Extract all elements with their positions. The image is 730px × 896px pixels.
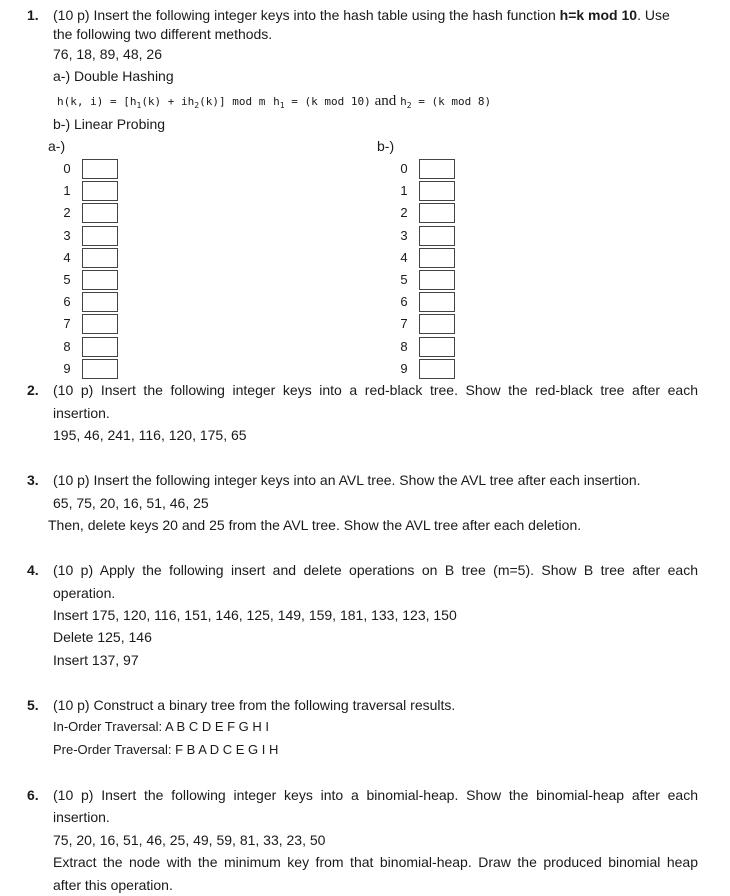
table-a-slot: [82, 226, 118, 246]
table-b-index: 0: [400, 161, 408, 176]
table-b-index: 3: [400, 227, 408, 243]
q6-number: 6.: [27, 787, 39, 803]
q2-line1: (10 p) Insert the following integer keys into a red-black tree. Show the red-black tree after each: [53, 382, 698, 398]
q5-number: 5.: [27, 697, 39, 713]
formula-mid: (k) + ih: [141, 95, 195, 108]
table-b-slot: [419, 359, 455, 379]
table-b-slot: [419, 226, 455, 246]
table-a-index: 1: [63, 183, 71, 199]
table-a-slot: [82, 337, 118, 357]
table-b-slot: [419, 159, 455, 179]
q1-line1: [53, 7, 670, 23]
q1-number: 1.: [27, 7, 39, 23]
table-b-slot: [419, 181, 455, 201]
table-b-slot: [419, 270, 455, 290]
q6-keys: 75, 20, 16, 51, 46, 25, 49, 59, 81, 33, 23, 50: [53, 832, 326, 848]
q1-method-b: b-) Linear Probing: [53, 116, 166, 132]
table-a-slot: [82, 248, 118, 268]
q1-method-a: a-) Double Hashing: [53, 68, 174, 84]
q5-line1: (10 p) Construct a binary tree from the following traversal results.: [53, 697, 456, 713]
q1-hash-function: h=k mod 10: [559, 7, 638, 23]
q4-line1: (10 p) Apply the following insert and delete operations on B tree (m=5). Show B tree after each: [53, 562, 698, 578]
table-b-index: 6: [400, 294, 408, 310]
table-a-index: 9: [63, 360, 71, 376]
h2-label: h: [400, 95, 407, 108]
formula-sub1: 1: [136, 101, 142, 110]
q4-line2: operation.: [53, 585, 116, 601]
h2-def: = (k mod 8): [411, 95, 492, 108]
table-a-index: 0: [63, 161, 71, 176]
q6-line5: after this operation.: [53, 877, 173, 893]
q1-line2: the following two different methods.: [53, 26, 273, 42]
q4-insert2: Insert 137, 97: [53, 652, 139, 668]
h1-sub: 1: [279, 101, 285, 110]
q2-keys: 195, 46, 241, 116, 120, 175, 65: [53, 427, 247, 443]
and-word: and: [374, 93, 397, 109]
table-a-index: 2: [63, 205, 71, 221]
table-a-slot: [82, 359, 118, 379]
table-b-slot: [419, 203, 455, 223]
q1-keys: 76, 18, 89, 48, 26: [53, 46, 162, 62]
table-a-label: a-): [48, 138, 66, 154]
table-b-index: 4: [400, 249, 408, 265]
table-a-slot: [82, 314, 118, 334]
q4-number: 4.: [27, 562, 39, 578]
q4-insert1: Insert 175, 120, 116, 151, 146, 125, 149, 159, 181, 133, 123, 150: [53, 607, 457, 623]
formula-left: h(k, i) = [h: [57, 95, 137, 108]
h2-sub: 2: [406, 101, 412, 110]
q2-line2: insertion.: [53, 405, 110, 421]
q3-line3: Then, delete keys 20 and 25 from the AVL tree. Show the AVL tree after each deletion.: [48, 517, 582, 533]
table-b-slot: [419, 337, 455, 357]
h1-def: = (k mod 10): [284, 95, 371, 108]
q1-line1-pre: (10 p) Insert the following integer keys into the hash table using the hash function: [53, 7, 560, 23]
q2-number: 2.: [27, 382, 39, 398]
q3-keys: 65, 75, 20, 16, 51, 46, 25: [53, 495, 209, 511]
table-a-slot: [82, 181, 118, 201]
table-b-slot: [419, 248, 455, 268]
q5-inorder: In-Order Traversal: A B C D E F G H I: [53, 719, 269, 734]
table-b-index: 9: [400, 360, 408, 376]
table-b-slot: [419, 292, 455, 312]
table-b-label: b-): [377, 138, 395, 154]
q3-line1: (10 p) Insert the following integer keys into an AVL tree. Show the AVL tree after each insertion.: [53, 472, 641, 488]
q3-number: 3.: [27, 472, 39, 488]
table-a-index: 7: [63, 316, 71, 332]
table-a-slot: [82, 159, 118, 179]
table-b-index: 2: [400, 205, 408, 221]
table-a-index: 5: [63, 272, 71, 287]
table-b-index: 7: [400, 316, 408, 332]
q5-preorder: Pre-Order Traversal: F B A D C E G I H: [53, 742, 279, 757]
q6-line2: insertion.: [53, 809, 110, 825]
table-b-slot: [419, 314, 455, 334]
table-a-slot: [82, 292, 118, 312]
table-a-index: 6: [63, 294, 71, 310]
q1-formula: [57, 92, 491, 110]
table-a-index: 4: [63, 249, 71, 265]
q6-line4: Extract the node with the minimum key from that binomial-heap. Draw the produced binomial heap: [53, 854, 698, 870]
table-b-index: 1: [400, 183, 408, 199]
table-b-index: 8: [400, 338, 408, 354]
table-b-index: 5: [400, 272, 408, 287]
formula-end: (k)] mod m: [199, 95, 266, 108]
table-a-slot: [82, 203, 118, 223]
table-a-index: 3: [63, 227, 71, 243]
h1-label: h: [273, 95, 280, 108]
q6-line1: (10 p) Insert the following integer keys into a binomial-heap. Show the binomial-heap after each: [53, 787, 698, 803]
q1-line1-post: . Use: [637, 7, 670, 23]
table-a-index: 8: [63, 338, 71, 354]
q4-delete1: Delete 125, 146: [53, 629, 152, 645]
table-a-slot: [82, 270, 118, 290]
formula-sub2: 2: [194, 101, 200, 110]
